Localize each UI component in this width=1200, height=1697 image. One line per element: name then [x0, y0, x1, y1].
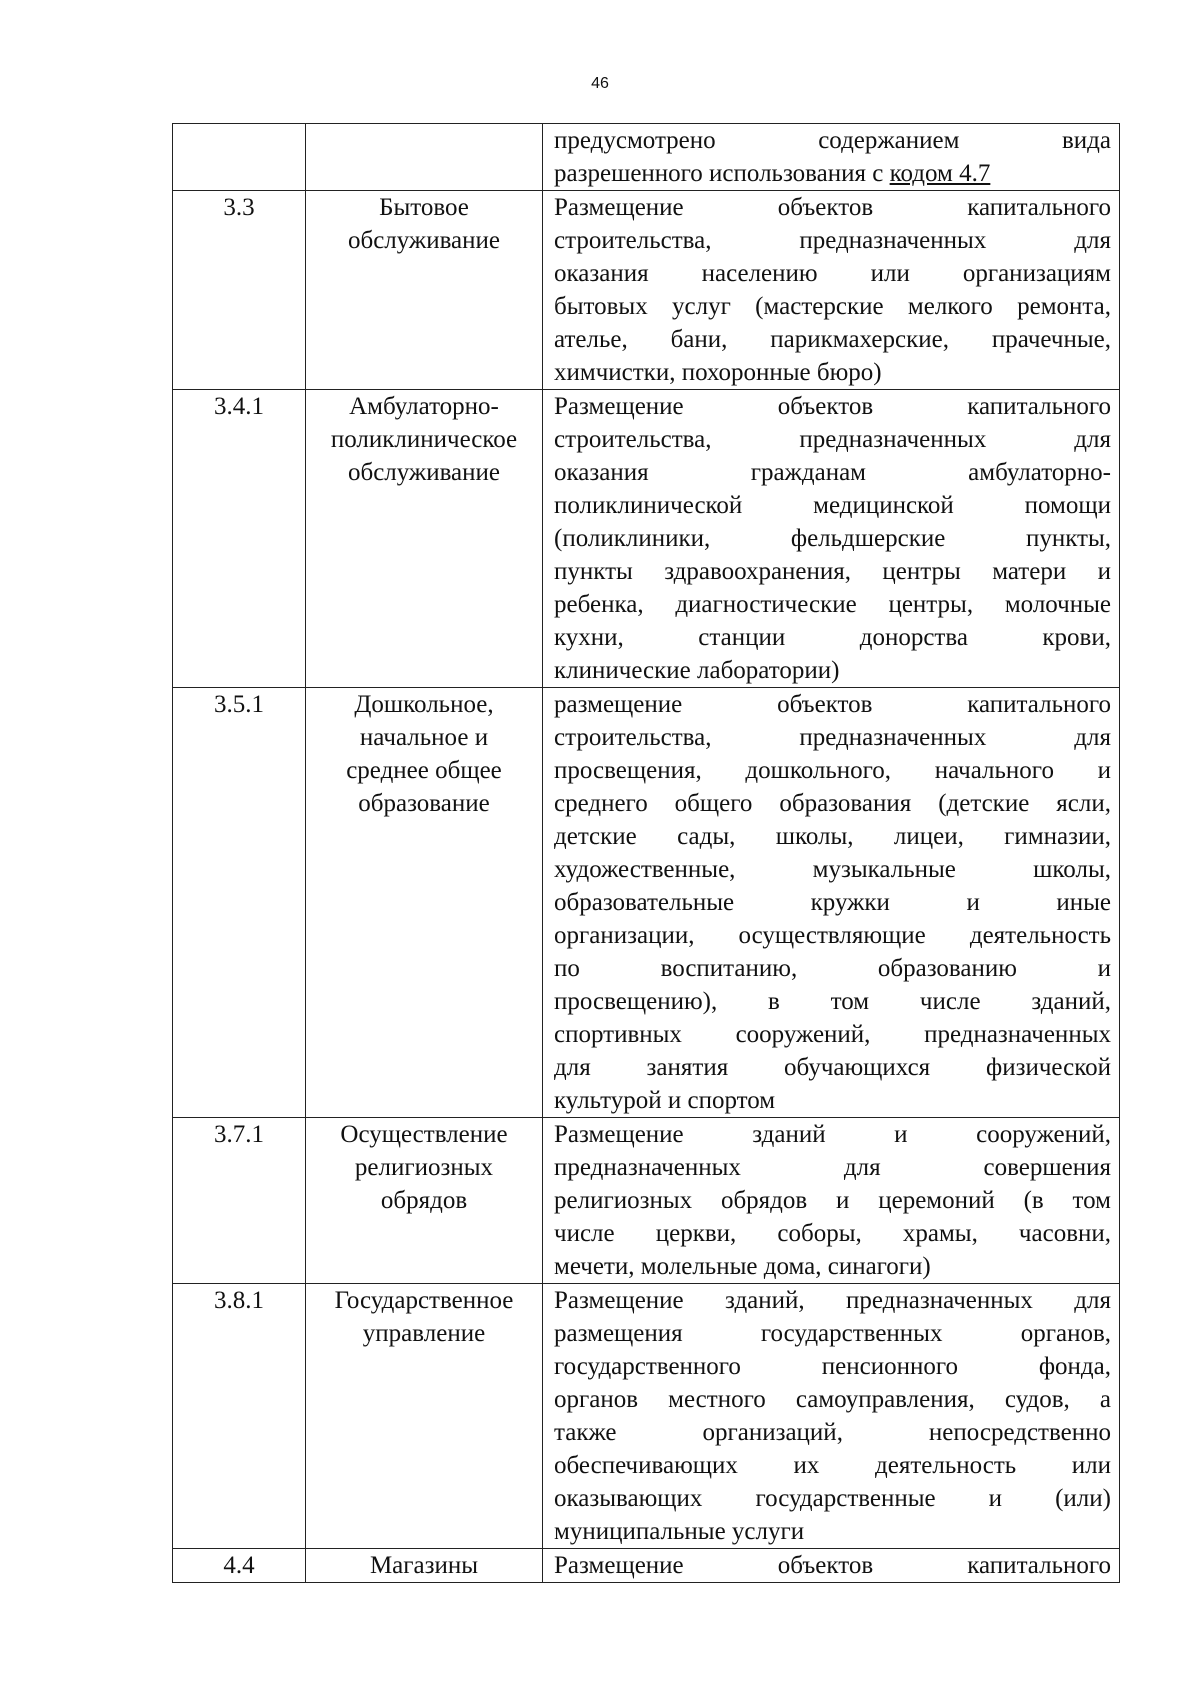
name-line: Амбулаторно- [349, 393, 499, 420]
description-line: художественные, музыкальные школы, [554, 856, 1111, 883]
description-line: Размещение объектов капитального [554, 1552, 1111, 1579]
cell-code: 4.4 [173, 1549, 306, 1583]
name-line: поликлиническое [330, 426, 518, 453]
description-line: мечети, молельные дома, синагоги) [554, 1253, 931, 1280]
description-line: бытовых услуг (мастерские мелкого ремонта, [554, 293, 1111, 320]
table-row [173, 1549, 1120, 1583]
description-line: размещения государственных органов, [554, 1320, 1111, 1347]
description-line: спортивных сооружений, предназначенных [554, 1021, 1111, 1048]
cell-description [543, 688, 1120, 1118]
cell-code [173, 124, 306, 191]
cell-name [306, 390, 543, 688]
description-line: по воспитанию, образованию и [554, 955, 1111, 982]
table-row [173, 1284, 1120, 1549]
description-line: строительства, предназначенных для [554, 724, 1111, 751]
description-line: просвещению), в том числе зданий, [554, 988, 1111, 1015]
description-line: клинические лаборатории) [554, 657, 840, 684]
table-row [173, 1118, 1120, 1284]
description-line: среднего общего образования (детские ясли, [554, 790, 1111, 817]
name-line: Дошкольное, [354, 691, 494, 718]
table-row [173, 688, 1120, 1118]
description-line: размещение объектов капитального [554, 691, 1111, 718]
description-line: поликлинической медицинской помощи [554, 492, 1111, 519]
description-line: ребенка, диагностические центры, молочные [554, 591, 1111, 618]
description-line: кухни, станции донорства крови, [554, 624, 1111, 651]
description-line: муниципальные услуги [554, 1518, 805, 1545]
name-line: среднее общее [346, 757, 502, 784]
cell-name [306, 1549, 543, 1583]
description-line: организации, осуществляющие деятельность [554, 922, 1111, 949]
cell-description [543, 390, 1120, 688]
name-line: Бытовое [379, 194, 469, 221]
name-line: начальное и [359, 724, 489, 751]
cell-code: 3.5.1 [173, 688, 306, 1118]
cell-name [306, 1284, 543, 1549]
description-line: Размещение зданий, предназначенных для [554, 1287, 1111, 1314]
description-line: государственного пенсионного фонда, [554, 1353, 1111, 1380]
name-line: образование [358, 790, 490, 817]
cell-description [543, 1118, 1120, 1284]
description-line: Размещение зданий и сооружений, [554, 1121, 1111, 1148]
cell-name [306, 1118, 543, 1284]
description-line: химчистки, похоронные бюро) [554, 359, 882, 386]
code-reference-link[interactable]: кодом 4.7 [889, 160, 991, 187]
name-line: обслуживание [347, 459, 501, 486]
cell-code: 3.7.1 [173, 1118, 306, 1284]
description-line: числе церкви, соборы, храмы, часовни, [554, 1220, 1111, 1247]
description-line [554, 157, 1111, 190]
description-line: оказывающих государственные и (или) [554, 1485, 1111, 1512]
description-line: строительства, предназначенных для [554, 426, 1111, 453]
name-line: Государственное [334, 1287, 514, 1314]
name-line: обрядов [380, 1187, 468, 1214]
description-line: строительства, предназначенных для [554, 227, 1111, 254]
table-row [173, 390, 1120, 688]
land-use-table [172, 123, 1120, 1583]
description-line: (поликлиники, фельдшерские пункты, [554, 525, 1111, 552]
description-line: религиозных обрядов и церемоний (в том [554, 1187, 1111, 1214]
description-line: Размещение объектов капитального [554, 393, 1111, 420]
description-line: Размещение объектов капитального [554, 194, 1111, 221]
cell-description [543, 191, 1120, 390]
description-line: пункты здравоохранения, центры матери и [554, 558, 1111, 585]
table-body [173, 124, 1120, 1583]
description-line: оказания гражданам амбулаторно- [554, 459, 1111, 486]
cell-description [543, 1549, 1120, 1583]
description-line: обеспечивающих их деятельность или [554, 1452, 1111, 1479]
name-line: Магазины [369, 1552, 479, 1579]
description-line: предназначенных для совершения [554, 1154, 1111, 1181]
description-line: предусмотрено содержанием вида [554, 127, 1111, 154]
name-line: религиозных [354, 1154, 494, 1181]
table-row [173, 124, 1120, 191]
description-line: для занятия обучающихся физической [554, 1054, 1111, 1081]
description-line: культурой и спортом [554, 1087, 776, 1114]
description-line: ателье, бани, парикмахерские, прачечные, [554, 326, 1111, 353]
cell-code: 3.8.1 [173, 1284, 306, 1549]
name-line: управление [362, 1320, 486, 1347]
description-line: органов местного самоуправления, судов, а [554, 1386, 1111, 1413]
cell-name [306, 191, 543, 390]
description-line: просвещения, дошкольного, начального и [554, 757, 1111, 784]
description-line: также организаций, непосредственно [554, 1419, 1111, 1446]
description-line: детские сады, школы, лицеи, гимназии, [554, 823, 1111, 850]
page-number: 46 [591, 75, 609, 92]
name-line: обслуживание [347, 227, 501, 254]
description-text: разрешенного использования с [554, 160, 890, 187]
description-line: оказания населению или организациям [554, 260, 1111, 287]
cell-name [306, 688, 543, 1118]
cell-name [306, 124, 543, 191]
cell-description [543, 1284, 1120, 1549]
cell-code: 3.4.1 [173, 390, 306, 688]
cell-code: 3.3 [173, 191, 306, 390]
table-row [173, 191, 1120, 390]
name-line: Осуществление [340, 1121, 508, 1148]
description-line: образовательные кружки и иные [554, 889, 1111, 916]
cell-description [543, 124, 1120, 191]
